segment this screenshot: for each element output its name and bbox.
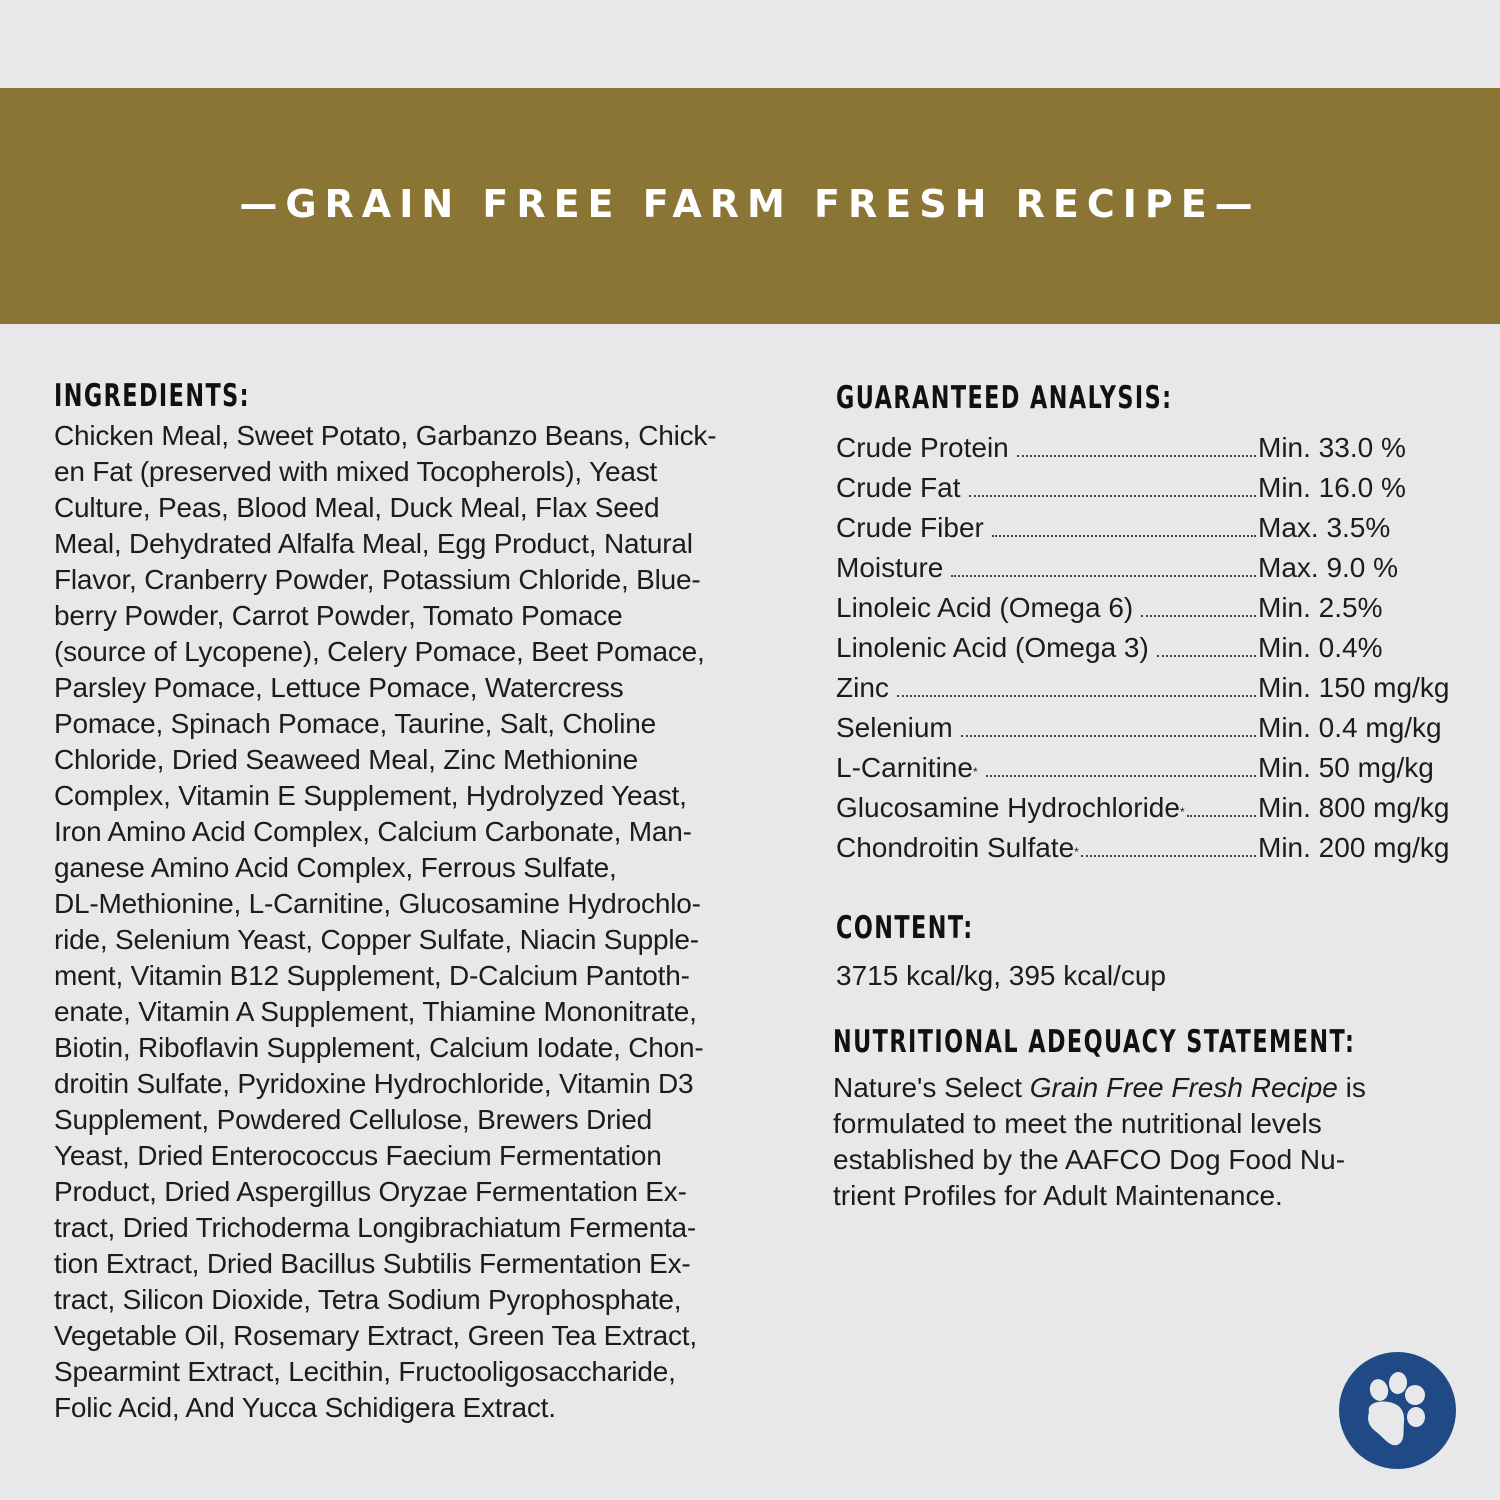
ingredients-line: Chicken Meal, Sweet Potato, Garbanzo Beans, Chick-	[54, 420, 717, 451]
ingredients-line: Biotin, Riboflavin Supplement, Calcium Iodate, Chon-	[54, 1032, 704, 1063]
dot-leader	[1187, 815, 1256, 817]
analysis-section	[833, 380, 1476, 1214]
analysis-label: Zinc	[836, 672, 889, 703]
ingredients-line: Vegetable Oil, Rosemary Extract, Green Tea Extract,	[54, 1320, 697, 1351]
guaranteed-analysis-table	[836, 428, 1476, 868]
analysis-value: Min. 50 mg/kg	[1258, 752, 1434, 783]
calorie-content: 3715 kcal/kg, 395 kcal/cup	[836, 960, 1166, 991]
ingredients-line: Product, Dried Aspergillus Oryzae Fermentation Ex-	[54, 1176, 687, 1207]
statement-line: formulated to meet the nutritional levels	[833, 1108, 1322, 1139]
ingredients-line: (source of Lycopene), Celery Pomace, Beet Pomace,	[54, 636, 705, 667]
analysis-label: Linoleic Acid (Omega 6)	[836, 592, 1134, 623]
dot-leader	[1081, 855, 1256, 857]
product-name: Grain Free Fresh Recipe	[1029, 1072, 1338, 1103]
ingredients-line: tion Extract, Dried Bacillus Subtilis Fermentation Ex-	[54, 1248, 691, 1279]
analysis-row	[836, 428, 1476, 468]
analysis-value: Min. 150 mg/kg	[1258, 672, 1450, 703]
analysis-row	[836, 468, 1476, 508]
analysis-label: Selenium	[836, 712, 953, 743]
ingredients-line: tract, Dried Trichoderma Longibrachiatum Fermenta-	[54, 1212, 697, 1243]
ingredients-line: en Fat (preserved with mixed Tocopherols), Yeast	[54, 456, 658, 487]
nutritional-adequacy-statement	[833, 1070, 1476, 1214]
ingredients-line: berry Powder, Carrot Powder, Tomato Pomace	[54, 600, 623, 631]
analysis-value: Max. 9.0 %	[1258, 552, 1399, 583]
analysis-value: Min. 0.4%	[1258, 632, 1383, 663]
analysis-value: Min. 800 mg/kg	[1258, 792, 1450, 823]
ingredients-line: Iron Amino Acid Complex, Calcium Carbonate, Man-	[54, 816, 692, 847]
ingredients-line: ment, Vitamin B12 Supplement, D-Calcium Pantoth-	[54, 960, 690, 991]
paw-print-icon	[1339, 1352, 1456, 1469]
ingredients-line: tract, Silicon Dioxide, Tetra Sodium Pyrophosphate,	[54, 1284, 682, 1315]
ingredients-line: ride, Selenium Yeast, Copper Sulfate, Niacin Supple-	[54, 924, 699, 955]
analysis-label: Crude Protein	[836, 432, 1009, 463]
ingredients-heading: INGREDIENTS:	[54, 378, 251, 414]
statement-line: Nature's Select Grain Free Fresh Recipe is	[833, 1072, 1366, 1103]
dot-leader	[992, 535, 1256, 537]
analysis-row	[836, 708, 1476, 748]
dot-leader	[1017, 455, 1256, 457]
dot-leader	[986, 775, 1256, 777]
analysis-row	[836, 748, 1476, 788]
ingredients-line: Meal, Dehydrated Alfalfa Meal, Egg Product, Natural	[54, 528, 693, 559]
analysis-label: Linolenic Acid (Omega 3)	[836, 632, 1149, 663]
analysis-row	[836, 788, 1476, 828]
ingredients-line: Parsley Pomace, Lettuce Pomace, Watercress	[54, 672, 624, 703]
analysis-value: Min. 200 mg/kg	[1258, 832, 1450, 863]
analysis-value: Max. 3.5%	[1258, 512, 1391, 543]
ingredients-section	[54, 378, 794, 1426]
dot-leader	[1157, 655, 1256, 657]
ingredients-line: Spearmint Extract, Lecithin, Fructooligosaccharide,	[54, 1356, 676, 1387]
analysis-label: Moisture	[836, 552, 944, 583]
dot-leader	[951, 575, 1256, 577]
ingredients-line: enate, Vitamin A Supplement, Thiamine Mononitrate,	[54, 996, 697, 1027]
analysis-label: L-Carnitine*	[836, 752, 978, 783]
analysis-label: Crude Fiber	[836, 512, 984, 543]
analysis-row	[836, 588, 1476, 628]
ingredients-line: Supplement, Powdered Cellulose, Brewers Dried	[54, 1104, 652, 1135]
ingredients-line: Complex, Vitamin E Supplement, Hydrolyzed Yeast,	[54, 780, 687, 811]
dot-leader	[961, 735, 1256, 737]
nutritional-adequacy-heading: NUTRITIONAL ADEQUACY STATEMENT:	[833, 1024, 1356, 1060]
analysis-row	[836, 668, 1476, 708]
content-heading: CONTENT:	[836, 910, 974, 946]
ingredients-line: Flavor, Cranberry Powder, Potassium Chloride, Blue-	[54, 564, 701, 595]
ingredients-line: DL-Methionine, L-Carnitine, Glucosamine Hydrochlo-	[54, 888, 701, 919]
analysis-row	[836, 508, 1476, 548]
analysis-label: Crude Fat	[836, 472, 961, 503]
dot-leader	[969, 495, 1257, 497]
analysis-label: Glucosamine Hydrochloride*	[836, 792, 1185, 823]
analysis-value: Min. 0.4 mg/kg	[1258, 712, 1442, 743]
ingredients-line: Culture, Peas, Blood Meal, Duck Meal, Flax Seed	[54, 492, 660, 523]
ingredients-line: Yeast, Dried Enterococcus Faecium Fermentation	[54, 1140, 662, 1171]
statement-line: established by the AAFCO Dog Food Nu-	[833, 1144, 1346, 1175]
ingredients-line: Chloride, Dried Seaweed Meal, Zinc Methionine	[54, 744, 638, 775]
analysis-value: Min. 2.5%	[1258, 592, 1383, 623]
ingredients-line: droitin Sulfate, Pyridoxine Hydrochloride, Vitamin D3	[54, 1068, 694, 1099]
recipe-title: —GRAIN FREE FARM FRESH RECIPE—	[239, 182, 1261, 226]
statement-line: trient Profiles for Adult Maintenance.	[833, 1180, 1283, 1211]
paw-badge	[1339, 1352, 1456, 1469]
ingredients-line: Pomace, Spinach Pomace, Taurine, Salt, Choline	[54, 708, 656, 739]
ingredients-line: Folic Acid, And Yucca Schidigera Extract.	[54, 1392, 556, 1423]
analysis-row	[836, 548, 1476, 588]
analysis-label: Chondroitin Sulfate*	[836, 832, 1079, 863]
analysis-value: Min. 33.0 %	[1258, 432, 1406, 463]
guaranteed-analysis-heading: GUARANTEED ANALYSIS:	[836, 380, 1173, 416]
ingredients-line: ganese Amino Acid Complex, Ferrous Sulfate,	[54, 852, 617, 883]
dot-leader	[1141, 615, 1256, 617]
ingredients-list	[54, 418, 794, 1426]
dot-leader	[897, 695, 1256, 697]
recipe-banner	[0, 88, 1500, 324]
analysis-value: Min. 16.0 %	[1258, 472, 1406, 503]
analysis-row	[836, 828, 1476, 868]
analysis-row	[836, 628, 1476, 668]
